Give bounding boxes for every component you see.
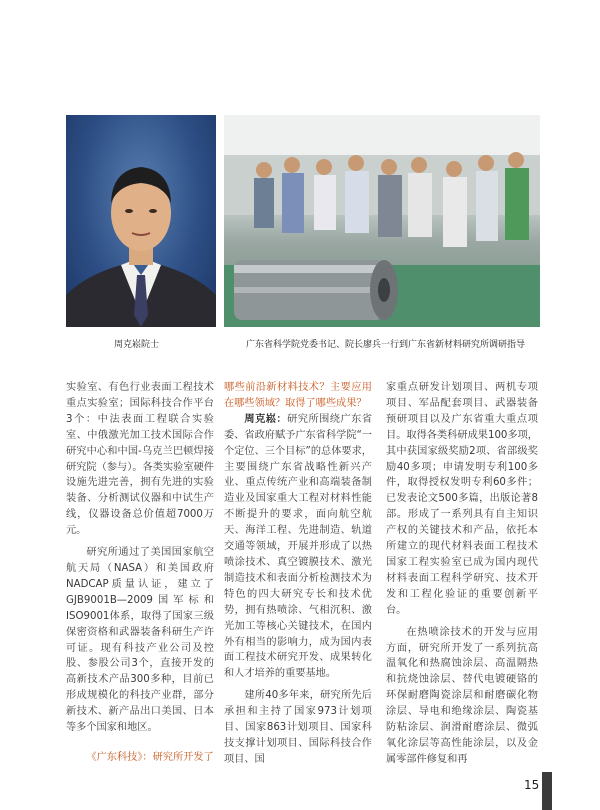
speaker-name: 周克崧： [244,413,288,425]
text-column-2 [224,380,372,768]
paragraph: 家重点研发计划项目、两机专项项目、军品配套项目、武器装备预研项目以及广东省重大重点项目。取得各类科研成果100多项，其中获国家级奖励2项、省部级奖励40多项；申请发明专利100多件，取得授权发明专利60多件；已发表论文500多篇，出版论著8部。形成了一系列具有自主知识产权的关键技术和产品，依托本所建立的现代材料表面工程技术国家工程实验室已成为国内现代材料表面工程科学研究、技术开发和工程化验证的重要创新平台。 [386,382,538,616]
text-column-1 [66,380,214,766]
paragraph: 在热喷涂技术的开发与应用方面，研究所开发了一系列抗高温氧化和热腐蚀涂层、高温隔热和抗烧蚀涂层、替代电镀硬铬的环保耐磨陶瓷涂层和耐磨碳化物涂层、导电和绝缘涂层、陶瓷基防粘涂层、润滑耐磨涂层、微弧氧化涂层等高性能涂层，以及金属零部件修复和再 [386,626,538,765]
portrait-caption: 周克崧院士 [114,340,160,350]
answer-text: 研究所围绕广东省委、省政府赋予广东省科学院“一个定位、三个目标”的总体要求，主要围绕广东省战略性新兴产业、重点传统产业和高端装备制造业及国家重大工程对材料性能不断提升的要求，面向航空航天、海洋工程、先进制造、轨道交通等领域，开展并形成了以热喷涂技术、真空镀膜技术、激光制造技术和表面分析检测技术为特色的四大研究专长和技术优势，拥有热喷涂、气相沉积、激光加工等核心关键技术，在国内外有相当的影响力，成为国内表面工程技术研究开发、成果转化和人才培养的重要基地。 [224,413,373,680]
question-intro [66,750,214,766]
text-column-3 [386,380,538,768]
magazine-name: 《广东科技》 [86,751,143,763]
question-text: ：研究所开发了 [142,751,214,763]
paragraph: 研究所通过了美国国家航空航天局（NASA）和美国政府NADCAP质量认证，建立了GJB9001B—2009国军标和ISO9001体系，取得了国家三级保密资格和武器装备科研生产许可证。现有科技产业公司及控股、参股公司3个，直接开发的高新技术产品300多种，目前已形成规模化的科技产业群，部分新技术、新产品出口美国、日本等多个国家和地区。 [66,547,214,734]
portrait-illustration [66,115,216,327]
visit-photo [224,115,540,327]
question-text: 哪些前沿新材料技术？主要应用在哪些领域？取得了哪些成果？ [224,382,372,409]
portrait-photo [66,115,216,327]
answer-paragraph [224,412,372,682]
paragraph: 建所40多年来，研究所先后承担和主持了国家973计划项目、国家863计划项目、国家科技支撑计划项目、国际科技合作项目、国 [224,690,372,765]
page-edge-tab [542,772,552,810]
paragraph: 实验室、有色行业表面工程技术重点实验室；国际科技合作平台3个：中法表面工程联合实验室、中俄激光加工技术国际合作研究中心和中国-乌克兰巴顿焊接研究院（参与）。各类实验室硬件设施先进完善，拥有先进的实验装备、分析测试仪器和中试生产线，仪器设备总价值超7000万元。 [66,382,214,537]
page-number: 15 [524,778,540,792]
visit-illustration [224,115,540,327]
visit-caption: 广东省科学院党委书记、院长廖兵一行到广东省新材料研究所调研指导 [246,340,526,350]
